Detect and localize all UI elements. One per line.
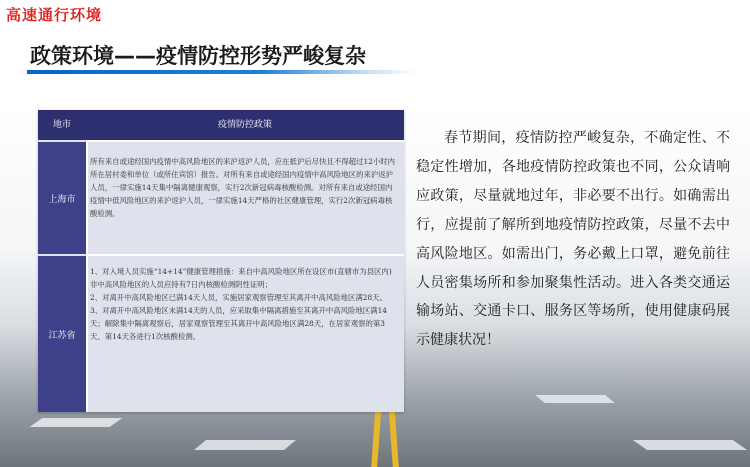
title-underline <box>27 70 417 74</box>
road-lane-marking <box>30 418 123 427</box>
row-divider <box>86 140 404 142</box>
column-header-city: 地市 <box>52 120 71 130</box>
column-header-policy: 疫情防控政策 <box>217 120 272 130</box>
body-paragraph: 春节期间，疫情防控严峻复杂，不确定性、不稳定性增加，各地疫情防控政策也不同，公众请响应政策，尽量就地过年，非必要不出行。如确需出行，应提前了解所到地疫情防控政策，尽量不去中高风险地区。如需出门，务必戴上口罩，避免前往人员密集场所和参加聚集性活动。进入各类交通运输场站、交通卡口、服务区等场所，使用健康码展示健康状况！ <box>416 130 730 349</box>
policy-line: 1、对入境人员实施“14+14”健康管理措施：来自中高风险地区所在设区市(直辖市为县区内)非中高风险地区的人员应持有7日内核酸检测阴性证明； <box>90 267 392 289</box>
road-lane-marking <box>633 440 747 450</box>
slide-top-title: 高速通行环境 <box>6 6 103 24</box>
road-lane-marking <box>194 440 296 450</box>
policy-line: 3、对离开中高风险地区未满14天的人员，应采取集中隔离措施至其离开中高风险地区满14天；解除集中隔离观察后，居家观察管理至其离开中高风险地区满28天，在居家观察的第3天、第14天各进行1次核酸检测。 <box>90 306 387 341</box>
section-title: 政策环境——疫情防控形势严峻复杂 <box>30 44 366 68</box>
region-cell-shanghai: 上海市 <box>38 142 86 254</box>
column-divider <box>86 140 88 412</box>
table-header-row <box>38 110 404 140</box>
policy-line: 2、对离开中高风险地区已满14天人员，实施居家观察管理至其离开中高风险地区满28天。 <box>90 293 387 302</box>
policy-cell-jiangsu <box>90 265 396 343</box>
row-divider <box>86 254 404 256</box>
region-cell-jiangsu: 江苏省 <box>38 256 86 412</box>
policy-text: 所有来自或途经国内疫情中高风险地区的来沪返沪人员，应在抵沪后尽快且不得超过12小时内所在居村委和单位（或所住宾馆）报告。对所有来自或途经国内疫情中高风险地区的来沪返沪人员，一律实施14天集中隔离健康观察，实行2次新冠病毒核酸检测。对所有来自或途经国内疫情中低风险地区的来沪返沪人员，一律实施14天严格的社区健康管理，实行2次新冠病毒核酸检测。 <box>90 157 396 218</box>
policy-cell-shanghai <box>90 155 396 220</box>
road-lane-marking <box>535 395 615 403</box>
policy-table <box>38 110 404 412</box>
